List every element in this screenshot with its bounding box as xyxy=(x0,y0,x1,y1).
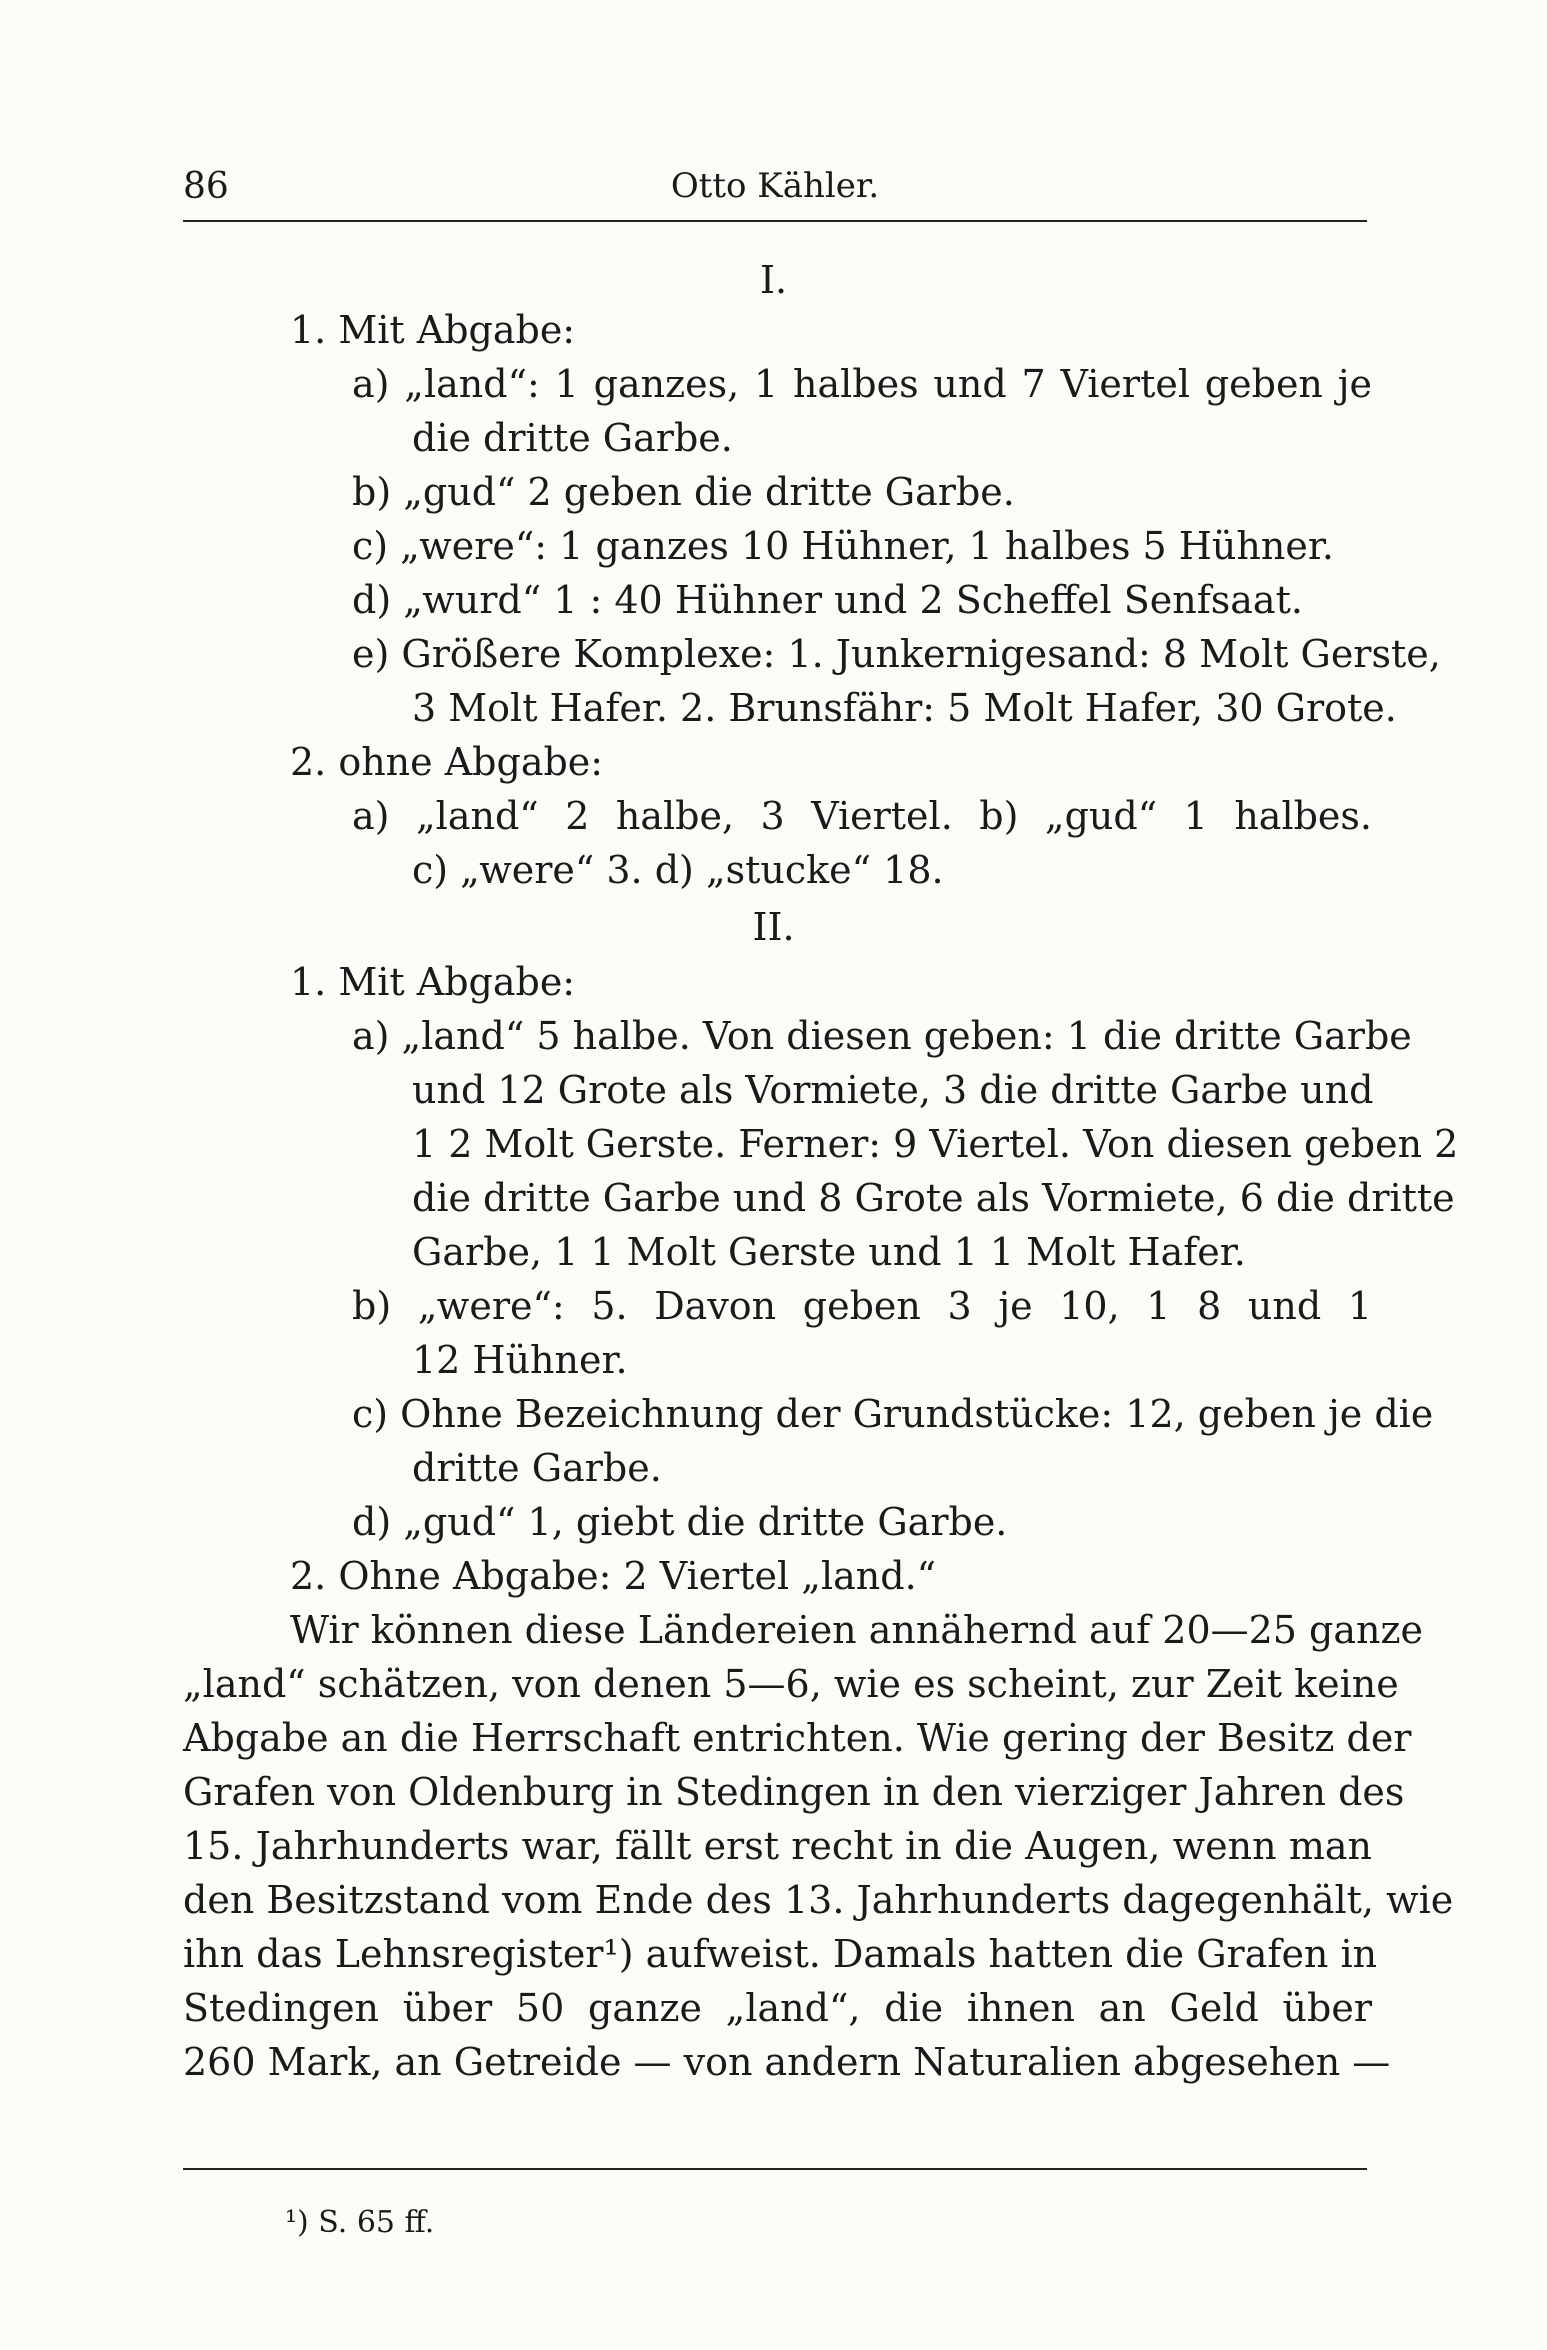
paragraph-line: Abgabe an die Herrschaft entrichten. Wie gering der Besitz der xyxy=(183,1716,1412,1760)
section-heading-2: II. xyxy=(752,905,795,949)
text-line: Garbe, 1 1 Molt Gerste und 1 1 Molt Hafer. xyxy=(412,1230,1246,1274)
paragraph-line: 15. Jahrhunderts war, fällt erst recht in die Augen, wenn man xyxy=(183,1824,1372,1868)
section-heading-1: I. xyxy=(759,258,788,302)
text-line: 1. Mit Abgabe: xyxy=(290,308,576,352)
paragraph-line: Wir können diese Ländereien annähernd auf 20—25 ganze xyxy=(290,1608,1424,1652)
text-line: e) Größere Komplexe: 1. Junkernigesand: 8 Molt Gerste, xyxy=(352,632,1441,676)
text-line: c) Ohne Bezeichnung der Grundstücke: 12, geben je die xyxy=(352,1392,1434,1436)
text-line: 2. Ohne Abgabe: 2 Viertel „land.“ xyxy=(290,1554,937,1598)
running-title: Otto Kähler. xyxy=(670,166,880,206)
text-line: die dritte Garbe und 8 Grote als Vormiete, 6 die dritte xyxy=(412,1176,1455,1220)
footnote: ¹) S. 65 ff. xyxy=(285,2205,435,2240)
text-line: d) „wurd“ 1 : 40 Hühner und 2 Scheffel Senfsaat. xyxy=(352,578,1303,622)
paragraph-line: den Besitzstand vom Ende des 13. Jahrhunderts dagegenhält, wie xyxy=(183,1878,1454,1922)
text-line: 1 2 Molt Gerste. Ferner: 9 Viertel. Von diesen geben 2 xyxy=(412,1122,1459,1166)
text-line: a) „land“ 2 halbe, 3 Viertel. b) „gud“ 1 halbes. xyxy=(352,794,1372,838)
text-line: a) „land“: 1 ganzes, 1 halbes und 7 Viertel geben je xyxy=(352,362,1372,406)
paragraph-line: Stedingen über 50 ganze „land“, die ihnen an Geld über xyxy=(183,1986,1372,2030)
text-line: und 12 Grote als Vormiete, 3 die dritte Garbe und xyxy=(412,1068,1374,1112)
text-line: 12 Hühner. xyxy=(412,1338,628,1382)
text-line: 1. Mit Abgabe: xyxy=(290,960,576,1004)
text-line: c) „were“ 3. d) „stucke“ 18. xyxy=(412,848,944,892)
text-line: c) „were“: 1 ganzes 10 Hühner, 1 halbes 5 Hühner. xyxy=(352,524,1334,568)
paragraph-line: 260 Mark, an Getreide — von andern Naturalien abgesehen — xyxy=(183,2040,1391,2084)
text-line: die dritte Garbe. xyxy=(412,416,733,460)
paragraph-line: ihn das Lehnsregister¹) aufweist. Damals hatten die Grafen in xyxy=(183,1932,1378,1976)
text-line: 2. ohne Abgabe: xyxy=(290,740,604,784)
page-number: 86 xyxy=(183,166,229,207)
text-line: b) „gud“ 2 geben die dritte Garbe. xyxy=(352,470,1015,514)
text-line: dritte Garbe. xyxy=(412,1446,662,1490)
page-header xyxy=(183,160,1367,222)
paragraph-line: „land“ schätzen, von denen 5—6, wie es scheint, zur Zeit keine xyxy=(183,1662,1399,1706)
paragraph-line: Grafen von Oldenburg in Stedingen in den vierziger Jahren des xyxy=(183,1770,1405,1814)
text-line: 3 Molt Hafer. 2. Brunsfähr: 5 Molt Hafer, 30 Grote. xyxy=(412,686,1397,730)
text-line: b) „were“: 5. Davon geben 3 je 10, 1 8 und 1 xyxy=(352,1284,1372,1328)
text-line: d) „gud“ 1, giebt die dritte Garbe. xyxy=(352,1500,1008,1544)
footnote-divider xyxy=(183,2168,1367,2170)
text-line: a) „land“ 5 halbe. Von diesen geben: 1 die dritte Garbe xyxy=(352,1014,1412,1058)
